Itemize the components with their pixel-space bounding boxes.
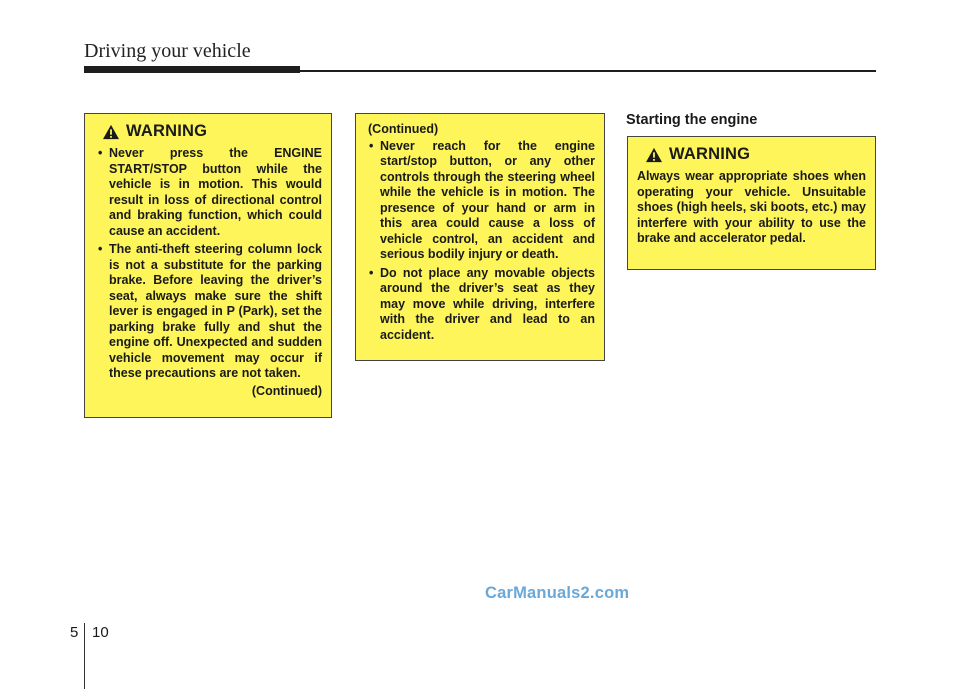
warning-box-shoes	[627, 136, 876, 270]
warning-text: Always wear appropriate shoes when operating your vehicle. Unsuitable shoes (high heels, ski boots, etc.) may interfere with your ability to use the brake and accelerator pedal.	[637, 169, 866, 245]
header-rule-thick	[84, 66, 300, 73]
warning-box-ignition	[84, 113, 332, 418]
section-heading: Starting the engine	[626, 112, 758, 128]
warning-bullet-list	[365, 139, 595, 344]
warning-bullet: • Never reach for the engine start/stop button, or any other controls through the steering wheel while the vehicle is in motion. The presence of your hand or arm in this area could cause a loss of vehicle control, an accident and serious bodily injury or death.	[365, 139, 595, 263]
chapter-number: 5	[70, 624, 79, 641]
warning-triangle-icon	[102, 124, 120, 140]
warning-bullet-list	[94, 146, 322, 382]
warning-header	[645, 147, 866, 163]
warning-title: WARNING	[126, 122, 208, 141]
continued-label: (Continued)	[368, 122, 439, 136]
page-number: 10	[92, 624, 109, 641]
watermark-link[interactable]: CarManuals2.com	[485, 584, 630, 602]
warning-header	[102, 124, 322, 140]
footer-divider	[84, 623, 85, 689]
warning-title: WARNING	[669, 145, 751, 164]
warning-bullet: • The anti-theft steering column lock is not a substitute for the parking brake. Before leaving the driver’s seat, always make sure the shift lever is engaged in P (Park), set the parking brake fully and shut the engine off. Unexpected and sudden vehicle movement may occur if these precautions are not taken.	[94, 242, 322, 382]
warning-bullet: • Never press the ENGINE START/STOP button while the vehicle is in motion. This would result in loss of directional control and braking function, which could cause an accident.	[94, 146, 322, 239]
warning-triangle-icon	[645, 147, 663, 163]
section-title: Driving your vehicle	[84, 40, 251, 62]
warning-bullet: • Do not place any movable objects around the driver’s seat as they may move while driving, interfere with the driver and lead to an accident.	[365, 266, 595, 344]
warning-box-continued	[355, 113, 605, 361]
continued-label: (Continued)	[251, 383, 322, 398]
header-rule-thin	[300, 70, 876, 72]
